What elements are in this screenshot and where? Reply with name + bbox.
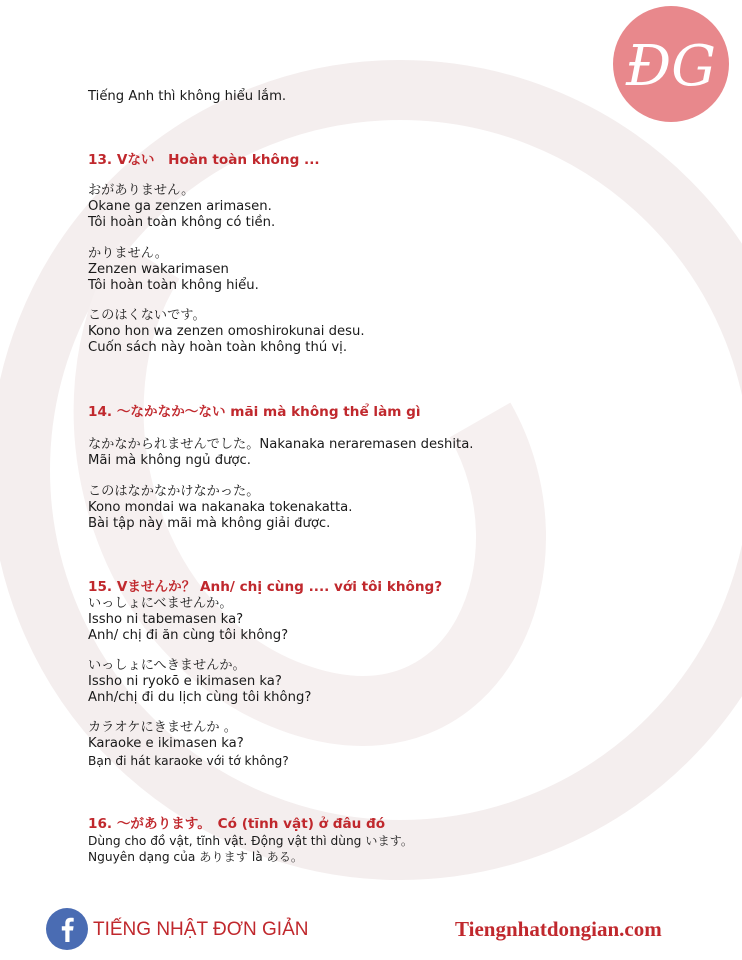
section-14-heading: 14. ～なかなか～ない mãi mà không thể làm gì [88,404,421,420]
example-line: Nguyên dạng của あります là ある。 [88,850,304,864]
example-line: Dùng cho đồ vật, tĩnh vật. Động vật thì dùng います。 [88,834,414,848]
example-line: Karaoke e ikimasen ka? [88,736,244,751]
example-line: Issho ni tabemasen ka? [88,612,244,627]
footer-website-link[interactable]: Tiengnhatdongian.com [455,917,662,941]
example-line: Kono hon wa zenzen omoshirokunai desu. [88,324,365,339]
section-15-heading: 15. Vませんか？ Anh/ chị cùng .... với tôi không? [88,579,443,595]
example-line: いっしょにへきませんか。 [88,658,246,673]
example-line: このはくないです。 [88,308,206,323]
example-line: おがありません。 [88,183,195,198]
example-line: Anh/chị đi du lịch cùng tôi không? [88,690,312,705]
facebook-icon[interactable] [46,908,88,950]
example-line: いっしょにべませんか。 [88,596,233,611]
example-line: Kono mondai wa nakanaka tokenakatta. [88,500,353,515]
example-line: Zenzen wakarimasen [88,262,229,277]
example-line: Tôi hoàn toàn không có tiền. [88,215,276,230]
intro-text: Tiếng Anh thì không hiểu lắm. [88,89,287,104]
example-line: Mãi mà không ngủ được. [88,453,251,468]
brand-logo-icon [612,5,730,123]
example-line: Issho ni ryokō e ikimasen ka? [88,674,282,689]
example-line: Okane ga zenzen arimasen. [88,199,272,214]
footer-brand-link[interactable]: TIẾNG NHẬT ĐƠN GIẢN [93,919,309,940]
example-line: Bài tập này mãi mà không giải được. [88,516,331,531]
example-line: Anh/ chị đi ăn cùng tôi không? [88,628,289,643]
example-line: Tôi hoàn toàn không hiểu. [88,278,259,293]
example-line: このはなかなかけなかった。 [88,484,260,499]
example-line: Cuốn sách này hoàn toàn không thú vị. [88,340,348,355]
example-line: なかなかられませんでした。Nakanaka neraremasen deshita. [88,437,474,452]
section-13-heading: 13. Vない Hoàn toàn không ... [88,152,320,168]
section-16-heading: 16. ～があります。 Có (tĩnh vật) ở đâu đó [88,816,386,832]
example-line: カラオケにきませんか 。 [88,720,237,735]
example-line: Bạn đi hát karaoke với tớ không? [88,754,289,768]
example-line: かりません。 [88,246,168,261]
logo-text: ĐG [626,34,716,99]
